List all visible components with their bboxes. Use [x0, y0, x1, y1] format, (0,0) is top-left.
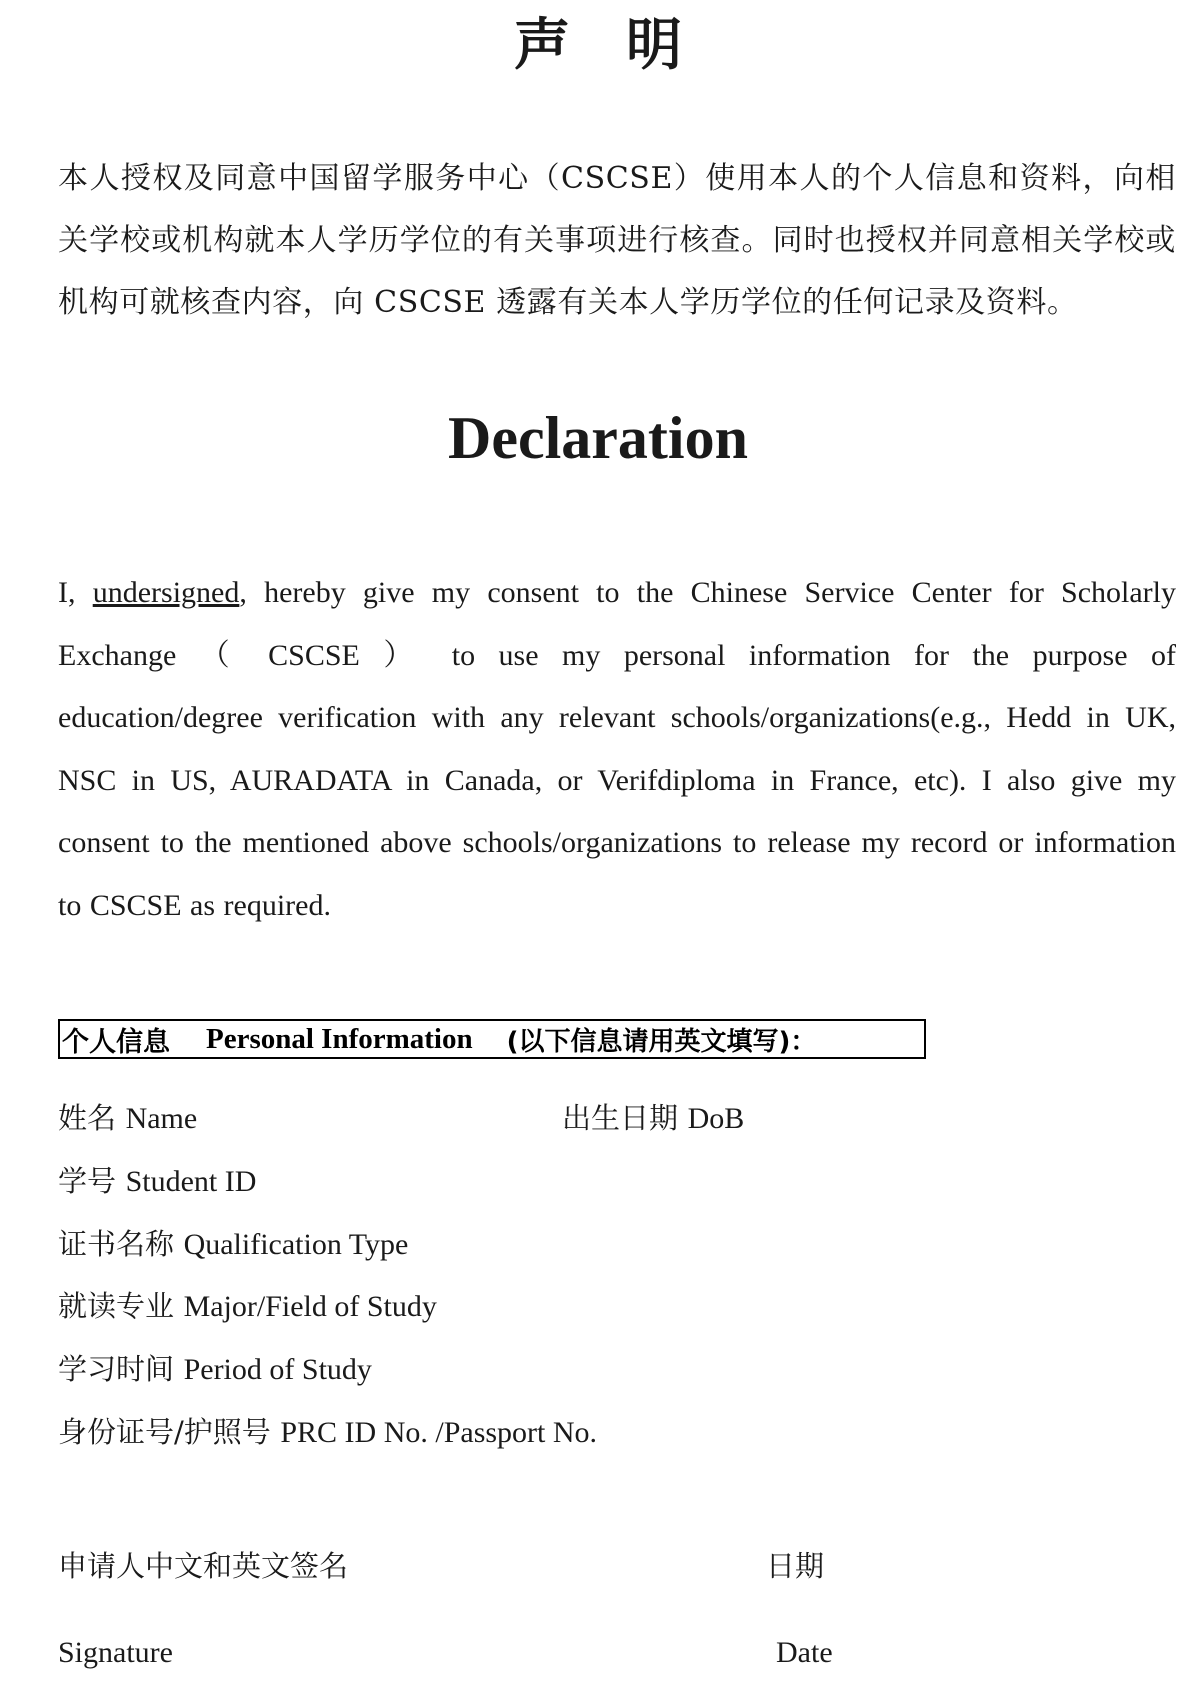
field-student-id-en: Student ID [125, 1165, 257, 1198]
field-name-cn: 姓名 [58, 1101, 117, 1135]
field-dob-en: DoB [687, 1102, 745, 1135]
field-id-passport [58, 1412, 597, 1453]
field-period-of-study-en: Period of Study [183, 1353, 372, 1386]
field-name-en: Name [125, 1102, 198, 1135]
field-dob [562, 1098, 744, 1139]
personal-info-heading-cn: 个人信息 [62, 1026, 170, 1058]
field-period-of-study-cn: 学习时间 [58, 1352, 175, 1386]
date-label-en-text: Date [776, 1636, 833, 1669]
field-qualification-type-cn: 证书名称 [58, 1227, 175, 1261]
personal-info-heading [58, 1019, 926, 1059]
personal-info-heading-en: Personal Information [206, 1022, 473, 1055]
field-student-id-cn: 学号 [58, 1164, 117, 1198]
date-label-cn [766, 1546, 824, 1587]
field-qualification-type-en: Qualification Type [183, 1228, 409, 1261]
signature-label-en-text: Signature [58, 1636, 173, 1669]
consent-paragraph-chinese: 本人授权及同意中国留学服务中心（CSCSE）使用本人的个人信息和资料，向相关学校或机构就本人学历学位的有关事项进行核查。同时也授权并同意相关学校或机构可就核查内容，向 CSCSE 透露有关本人学历学位的任何记录及资料。 [58, 161, 1176, 320]
field-id-passport-cn: 身份证号/护照号 [58, 1415, 271, 1449]
personal-info-heading-note: (以下信息请用英文填写)： [506, 1026, 817, 1057]
date-label-cn-text: 日期 [766, 1549, 825, 1583]
field-id-passport-en: PRC ID No. /Passport No. [280, 1416, 598, 1449]
field-student-id [58, 1161, 256, 1202]
page-title-chinese: 声明 [514, 13, 738, 78]
field-dob-cn: 出生日期 [562, 1101, 679, 1135]
page-title-english: Declaration [448, 405, 748, 471]
field-qualification-type [58, 1224, 408, 1265]
signature-label-cn [58, 1546, 348, 1587]
undersigned-word: undersigned [92, 576, 240, 609]
signature-label-en [58, 1633, 173, 1673]
date-label-en [776, 1633, 833, 1673]
field-period-of-study [58, 1349, 372, 1390]
consent-body-text: , hereby give my consent to the Chinese Service Center for Scholarly Exchange （ CSCSE ） to use my personal information for the purpose of education/degree verification with any relevant schools/organizations(e.g., Hedd in UK, NSC in US, AURADATA in Canada, or Verifdiploma in France, etc). I also give my consent to the mentioned above schools/organizations to release my record or information to CSCSE as required. [58, 576, 1176, 922]
field-major-en: Major/Field of Study [183, 1290, 437, 1323]
consent-paragraph-english [58, 562, 1176, 937]
field-name [58, 1098, 197, 1139]
field-major [58, 1286, 437, 1327]
signature-label-cn-text: 申请人中文和英文签名 [58, 1549, 349, 1583]
field-major-cn: 就读专业 [58, 1289, 175, 1323]
consent-lead-text: I, [58, 576, 93, 609]
